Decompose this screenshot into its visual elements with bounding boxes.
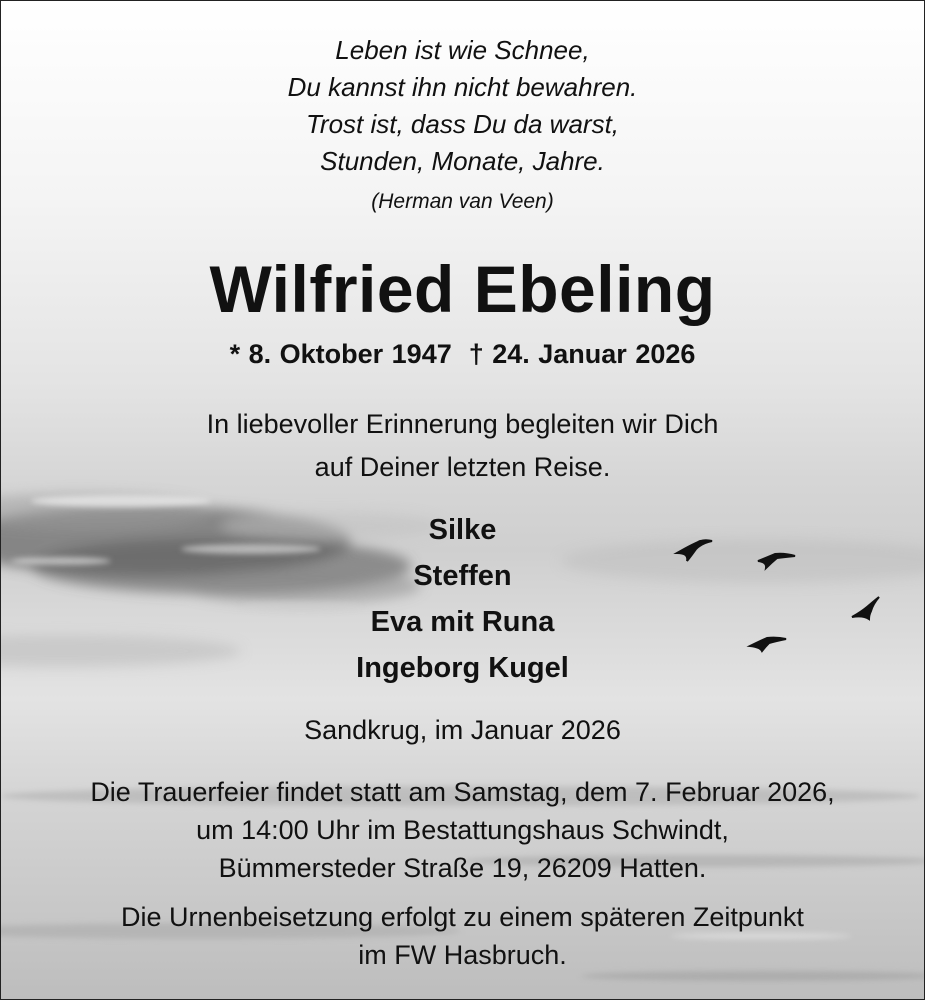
funeral-line: Bümmersteder Straße 19, 26209 Hatten. bbox=[218, 853, 707, 883]
burial-line: Die Urnenbeisetzung erfolgt zu einem späteren Zeitpunkt bbox=[121, 902, 804, 932]
poem-author: (Herman van Veen) bbox=[371, 190, 554, 213]
burial-line: im FW Hasbruch. bbox=[358, 940, 567, 970]
life-dates: * 8. Oktober 1947 † 24. Januar 2026 bbox=[229, 339, 696, 369]
mourner-name: Steffen bbox=[413, 560, 512, 592]
poem-line: Trost ist, dass Du da warst, bbox=[305, 109, 620, 139]
mourners-list bbox=[1, 507, 924, 691]
mourner-name: Eva mit Runa bbox=[370, 606, 555, 638]
mourner-name: Ingeborg Kugel bbox=[356, 652, 569, 684]
dedication-line: auf Deiner letzten Reise. bbox=[314, 452, 611, 482]
dedication bbox=[1, 403, 924, 489]
poem-line: Leben ist wie Schnee, bbox=[335, 35, 590, 65]
funeral-line: Die Trauerfeier findet statt am Samstag, dem 7. Februar 2026, bbox=[90, 777, 835, 807]
dedication-line: In liebevoller Erinnerung begleiten wir Dich bbox=[206, 409, 719, 439]
funeral-notice bbox=[1, 773, 924, 887]
mourner-name: Silke bbox=[428, 514, 497, 546]
poem-line: Stunden, Monate, Jahre. bbox=[320, 146, 605, 176]
poem-line: Du kannst ihn nicht bewahren. bbox=[287, 72, 638, 102]
burial-notice bbox=[1, 898, 924, 974]
poem bbox=[1, 32, 924, 180]
place-date: Sandkrug, im Januar 2026 bbox=[304, 715, 621, 745]
deceased-name: Wilfried Ebeling bbox=[209, 252, 716, 326]
funeral-line: um 14:00 Uhr im Bestattungshaus Schwindt, bbox=[196, 815, 729, 845]
